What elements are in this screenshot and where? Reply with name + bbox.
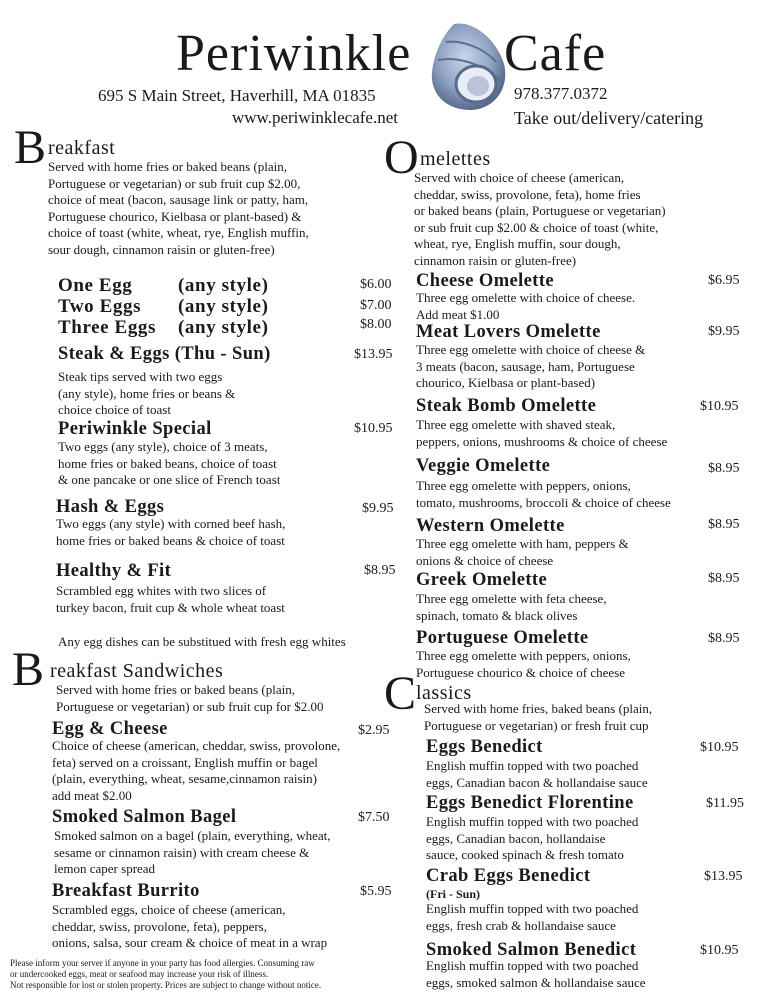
allergy-disclaimer: Please inform your server if anyone in your party has food allergies. Consuming raw or undercooked eggs, meat or seafood may increase your risk of illness. Not responsible for lost or stolen property. Prices are subject to change without notice. [10,958,322,990]
price: $10.95 [354,421,393,436]
price: $10.95 [700,399,739,414]
classics-heading-initial: C [384,667,417,720]
price: $10.95 [700,943,739,958]
price: $8.95 [364,563,396,578]
price: $8.95 [708,631,740,646]
cafe-title-left: Periwinkle [176,25,412,82]
menu-item-three-eggs: Three Eggs (any style) $8.00 [58,317,392,338]
price: $13.95 [704,869,743,884]
price: $5.95 [360,884,392,899]
egg-white-note: Any egg dishes can be substitued with fresh egg whites [58,634,346,649]
price: $11.95 [706,796,744,811]
price: $9.95 [362,501,394,516]
cafe-services: Take out/delivery/catering [514,108,704,128]
breakfast-description: Served with home fries or baked beans (plain, Portuguese or vegetarian) or sub fruit cup $2.00, choice of meat (bacon, sausage link or patty, ham, Portuguese chourico, Kielbasa or plant-based) & choice of toast (white, wheat, rye, English muffin, sour dough, cinnamon raisin or gluten-free) [48,159,309,257]
sandwiches-heading: reakfast Sandwiches [50,660,224,682]
breakfast-heading-initial: B [14,121,47,174]
price: $2.95 [358,723,390,738]
price: $7.00 [360,298,392,313]
menu-item-two-eggs: Two Eggs (any style) $7.00 [58,296,392,317]
cafe-address: 695 S Main Street, Haverhill, MA 01835 [98,86,376,105]
sandwiches-heading-initial: B [12,643,45,696]
menu-item-one-egg: One Egg (any style) $6.00 [58,275,392,296]
availability-note: (Fri - Sun) [426,887,480,901]
classics-heading: lassics [416,682,472,704]
price: $6.95 [708,273,740,288]
classics-description: Served with home fries, baked beans (plain, Portuguese or vegetarian) or fresh fruit cup [424,701,653,733]
price: $6.00 [360,277,392,292]
breakfast-heading: reakfast [48,137,116,159]
cafe-title-right: Cafe [504,25,607,82]
price: $8.95 [708,571,740,586]
omelettes-heading: melettes [420,148,491,170]
price: $8.95 [708,461,740,476]
cafe-phone[interactable]: 978.377.0372 [514,84,608,103]
price: $8.00 [360,317,392,332]
sandwiches-description: Served with home fries or baked beans (plain, Portuguese or vegetarian) or sub fruit cup for $2.00 [56,682,324,714]
price: $8.95 [708,517,740,532]
omelettes-description: Served with choice of cheese (american, cheddar, swiss, provolone, feta), home fries or baked beans (plain, Portuguese or vegetarian) or sub fruit cup $2.00 & choice of toast (white, wheat, rye, English muffin, sour dough, cinnamon raisin or gluten-free) [414,170,666,268]
cafe-website[interactable]: www.periwinklecafe.net [232,108,398,127]
price: $13.95 [354,347,393,362]
price: $7.50 [358,810,390,825]
price: $9.95 [708,324,740,339]
omelettes-heading-initial: O [384,131,419,184]
periwinkle-shell-icon [424,18,510,114]
price: $10.95 [700,740,739,755]
